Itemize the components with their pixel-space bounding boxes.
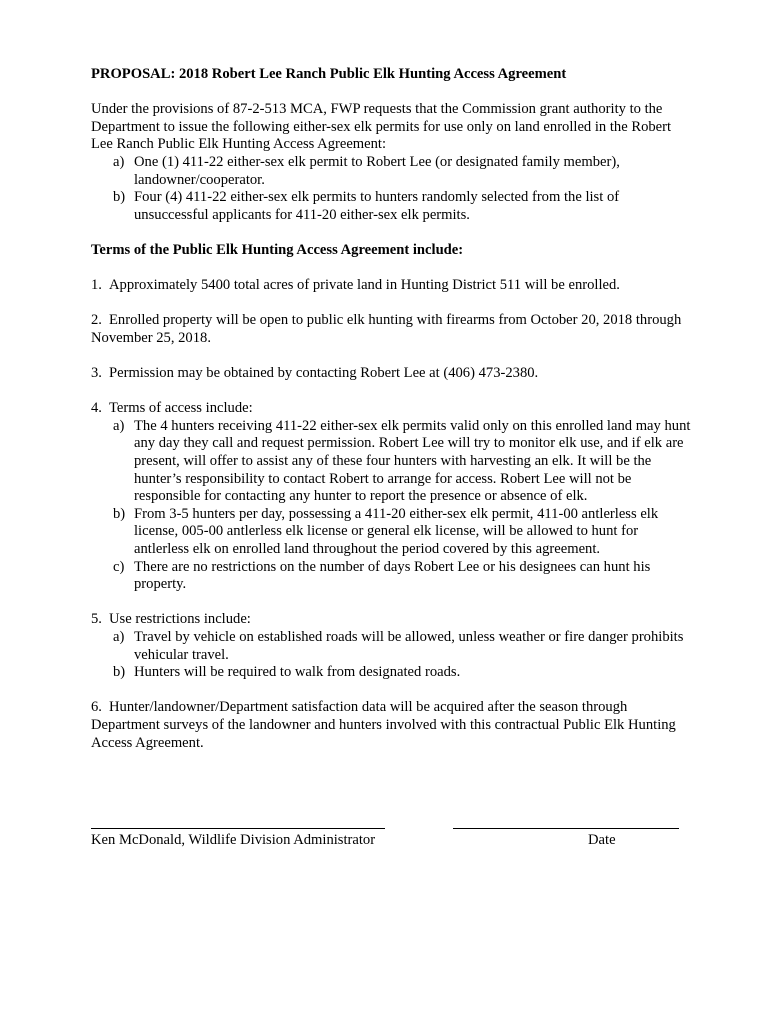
- use-restrictions-list: [91, 629, 691, 682]
- term-5: 5. Use restrictions include:: [91, 611, 251, 628]
- list-item: c) There are no restrictions on the number of days Robert Lee or his designees can hunt his property.: [113, 558, 651, 593]
- terms-heading: Terms of the Public Elk Hunting Access Agreement include:: [91, 241, 464, 258]
- list-item: b) Four (4) 411-22 either-sex elk permits to hunters randomly selected from the list of unsuccessful applicants for 411-20 either-sex elk permits.: [113, 189, 620, 223]
- date-label: Date: [588, 832, 616, 848]
- list-item: a) The 4 hunters receiving 411-22 either-sex elk permits valid only on this enrolled land may hunt any day they call and request permission. Robert Lee will try to monitor elk use, and if elk are present, will offer to assist any of these four hunters with harvesting an elk. It will be the hunter’s responsibility to contact Robert to arrange for access. Robert Lee will not be responsible for contacting any hunter to report the presence or absence of elk.: [113, 417, 691, 505]
- list-item: b) Hunters will be required to walk from designated roads.: [113, 664, 461, 681]
- document-title: PROPOSAL: 2018 Robert Lee Ranch Public Elk Hunting Access Agreement: [91, 66, 567, 82]
- document-body: [91, 66, 691, 752]
- access-terms-list: [91, 418, 691, 594]
- term-1: 1. Approximately 5400 total acres of private land in Hunting District 511 will be enrolled.: [91, 277, 620, 294]
- term-4: 4. Terms of access include:: [91, 400, 253, 417]
- signatory-name: Ken McDonald, Wildlife Division Administrator: [91, 832, 376, 848]
- date-line: [453, 828, 679, 829]
- signature-block: [91, 828, 691, 858]
- list-item: a) Travel by vehicle on established roads will be allowed, unless weather or fire danger prohibits vehicular travel.: [113, 629, 684, 663]
- intro-paragraph: Under the provisions of 87-2-513 MCA, FWP requests that the Commission grant authority to the Department to issue the following either-sex elk permits for use only on land enrolled in the Robert Lee Ranch Public Elk Hunting Access Agreement:: [91, 101, 672, 153]
- signature-line: [91, 828, 385, 829]
- term-2: 2. Enrolled property will be open to public elk hunting with firearms from October 20, 2018 through November 25, 2018.: [91, 312, 682, 346]
- term-6: 6. Hunter/landowner/Department satisfaction data will be acquired after the season through Department surveys of the landowner and hunters involved with this contractual Public Elk Hunting Access Agreement.: [91, 699, 676, 751]
- intro-list: [91, 154, 691, 224]
- term-3: 3. Permission may be obtained by contacting Robert Lee at (406) 473-2380.: [91, 365, 539, 382]
- list-item: a) One (1) 411-22 either-sex elk permit to Robert Lee (or designated family member), landowner/cooperator.: [113, 153, 620, 188]
- list-item: b) From 3-5 hunters per day, possessing a 411-20 either-sex elk permit, 411-00 antlerless elk license, 005-00 antlerless elk license or general elk license, will be allowed to hunt for antlerless elk on enrolled land throughout the period covered by this agreement.: [113, 505, 659, 558]
